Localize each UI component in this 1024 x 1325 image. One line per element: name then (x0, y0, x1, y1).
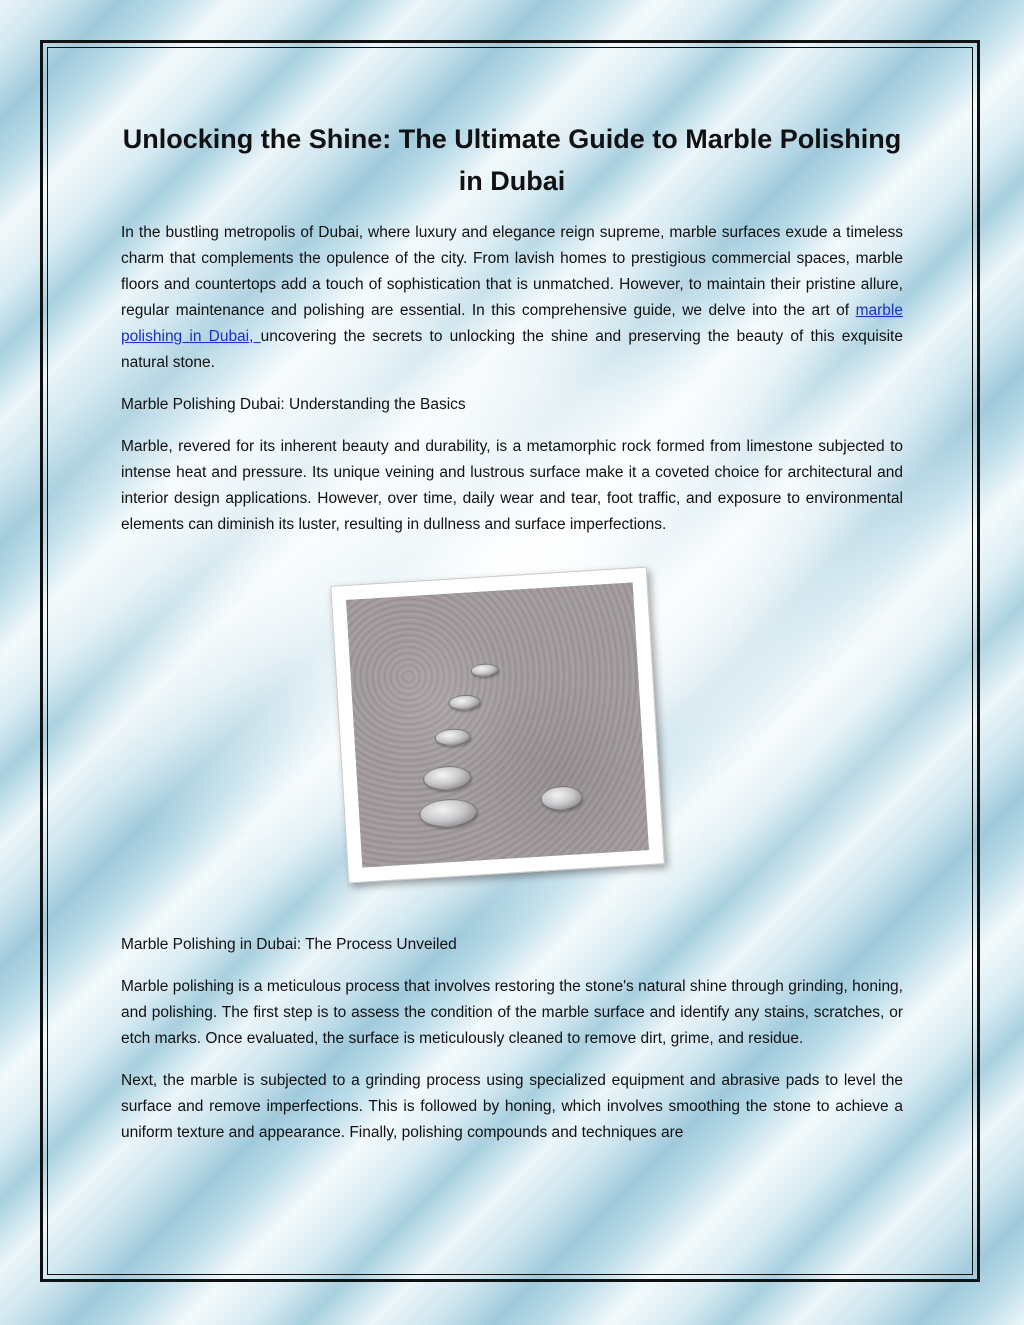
intro-paragraph (121, 220, 903, 376)
intro-text-start: In the bustling metropolis of Dubai, where luxury and elegance reign supreme, marble surfaces exude a timeless charm that complements the opulence of the city. From lavish homes to prestigious commercial spaces, marble floors and countertops add a touch of sophistication that is unmatched. However, to maintain their pristine allure, regular maintenance and polishing are essential. In this comprehensive guide, we delve into the art of (121, 224, 903, 319)
water-droplet (470, 663, 499, 678)
marble-photo-container (121, 564, 903, 904)
water-droplet (418, 797, 478, 828)
water-droplet (422, 765, 471, 792)
page-title: Unlocking the Shine: The Ultimate Guide to Marble Polishing in Dubai (122, 124, 902, 196)
document-body (121, 118, 903, 1162)
section1-paragraph: Marble, revered for its inherent beauty and durability, is a metamorphic rock formed from limestone subjected to intense heat and pressure. Its unique veining and lustrous surface make it a coveted choice for architectural and interior design applications. However, over time, daily wear and tear, foot traffic, and exposure to environmental elements can diminish its luster, resulting in dullness and surface imperfections. (121, 438, 903, 533)
marble-water-droplets-image (346, 582, 649, 867)
section2-paragraph-1: Marble polishing is a meticulous process that involves restoring the stone's natural shine through grinding, honing, and polishing. The first step is to assess the condition of the marble surface and identify any stains, scratches, or etch marks. Once evaluated, the surface is meticulously cleaned to remove dirt, grime, and residue. (121, 978, 903, 1047)
marble-polishing-link[interactable]: marble polishing in Dubai, (121, 302, 903, 345)
water-droplet (540, 785, 583, 812)
photo-frame (330, 567, 665, 884)
section1-heading: Marble Polishing Dubai: Understanding the Basics (121, 396, 466, 413)
intro-text-end: uncovering the secrets to unlocking the shine and preserving the beauty of this exquisite natural stone. (121, 328, 903, 371)
section2-paragraph-2: Next, the marble is subjected to a grinding process using specialized equipment and abrasive pads to level the surface and remove imperfections. This is followed by honing, which involves smoothing the stone to achieve a uniform texture and appearance. Finally, polishing compounds and techniques are (121, 1072, 903, 1141)
water-droplet (434, 728, 471, 747)
water-droplet (448, 694, 481, 711)
section2-heading: Marble Polishing in Dubai: The Process Unveiled (121, 936, 457, 953)
